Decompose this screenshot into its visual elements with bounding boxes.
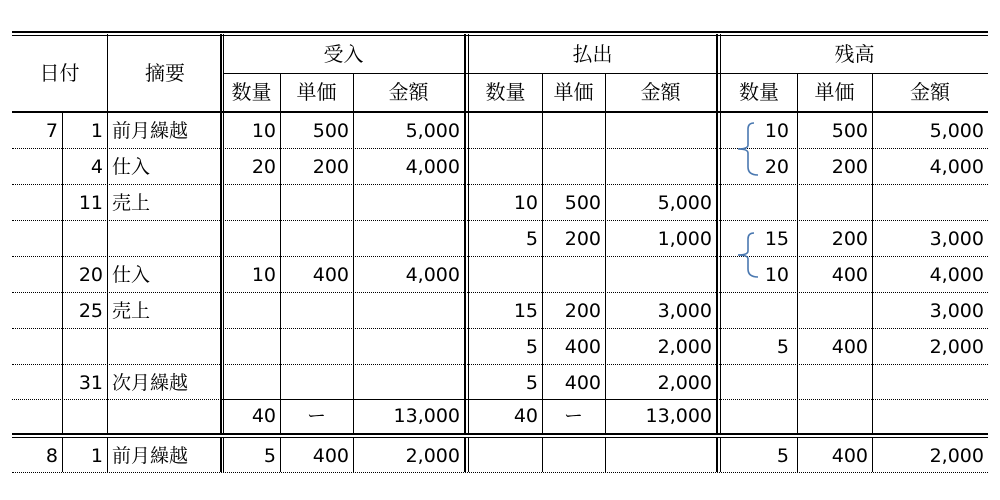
subheader-amount-issues: 金額 (640, 80, 681, 104)
col-rule (62, 113, 63, 433)
cell-in-price: 400 (312, 263, 349, 286)
cell-day: 4 (90, 155, 103, 178)
cell-in-qty: 10 (251, 119, 276, 142)
cell-out-amt: 13,000 (645, 404, 712, 427)
cell-in-qty (223, 221, 280, 257)
row-separator (12, 184, 988, 185)
cell-out-price: 500 (564, 191, 601, 214)
cell-day (62, 401, 107, 431)
col-rule (280, 438, 281, 472)
cell-bal-price (797, 293, 872, 329)
subheader-unit-price-balance: 単価 (814, 80, 855, 104)
cell-month (12, 329, 62, 365)
header-issues: 払出 (572, 41, 613, 66)
cell-out-price (542, 441, 605, 472)
cell-month: 8 (45, 445, 58, 467)
col-rule-double (720, 34, 721, 433)
cell-summary: 売上 (112, 191, 151, 214)
row-separator (12, 256, 988, 257)
col-rule (872, 438, 873, 472)
col-rule (797, 438, 798, 472)
cell-bal-price: 500 (831, 119, 868, 142)
header-balance: 残高 (834, 41, 875, 66)
cell-bal-qty: 5 (776, 335, 789, 358)
cell-bal-qty (721, 401, 797, 431)
col-rule-double (223, 438, 224, 472)
cell-bal-amt: 3,000 (929, 299, 984, 322)
subheader-qty-issues: 数量 (485, 80, 526, 104)
col-rule (107, 34, 108, 433)
cell-in-amt: 4,000 (405, 155, 460, 178)
cell-day: 1 (90, 119, 103, 142)
cell-in-amt (353, 365, 464, 401)
cell-in-qty: 5 (263, 445, 276, 467)
col-rule (280, 73, 281, 433)
cell-out-price: 200 (564, 299, 601, 322)
cell-bal-amt: 4,000 (929, 155, 984, 178)
row-separator (12, 220, 988, 221)
cell-month (12, 401, 62, 431)
cell-out-price: 400 (564, 371, 601, 394)
cell-out-amt (605, 441, 716, 472)
row-separator (12, 328, 988, 329)
cell-out-price: ー (563, 404, 583, 427)
row-separator (12, 472, 988, 473)
cell-bal-amt: 4,000 (929, 263, 984, 286)
cell-bal-qty: 20 (764, 155, 789, 178)
cell-out-price: 400 (564, 335, 601, 358)
cell-out-amt: 5,000 (657, 191, 712, 214)
cell-bal-price: 400 (831, 445, 868, 467)
col-rule-double (716, 34, 718, 433)
col-rule (62, 438, 63, 472)
cell-day: 25 (78, 299, 103, 322)
cell-out-qty (469, 257, 542, 293)
cell-out-amt (605, 149, 716, 185)
grouping-bracket (732, 231, 764, 279)
col-rule-double (720, 438, 721, 472)
row-separator (12, 292, 988, 293)
col-rule (107, 438, 108, 472)
cell-summary: 売上 (112, 299, 151, 322)
cell-bal-qty: 10 (764, 119, 789, 142)
cell-bal-amt: 2,000 (929, 335, 984, 358)
total-rule (223, 399, 716, 400)
cell-in-price (280, 185, 353, 221)
cell-in-amt: 2,000 (405, 445, 460, 467)
col-rule-double (468, 438, 469, 472)
header-receipts: 受入 (323, 41, 364, 66)
subheader-qty-receipts: 数量 (231, 80, 272, 104)
cell-out-qty (469, 113, 542, 149)
subheader-amount-balance: 金額 (910, 80, 950, 104)
row-separator (716, 399, 988, 400)
cell-bal-amt (872, 185, 988, 221)
cell-in-price: 500 (312, 119, 349, 142)
cell-in-amt (353, 329, 464, 365)
header-bottom-rule (12, 111, 988, 113)
top-rule-inner (12, 35, 988, 36)
cell-bal-amt: 3,000 (929, 227, 984, 250)
cell-out-amt: 2,000 (657, 335, 712, 358)
cell-bal-price (797, 401, 872, 431)
cell-out-qty: 5 (525, 227, 538, 250)
cell-bal-amt (872, 365, 988, 401)
col-rule (542, 73, 543, 433)
cell-out-qty: 5 (525, 371, 538, 394)
col-rule-double (716, 438, 718, 472)
cell-bal-price: 400 (831, 335, 868, 358)
cell-in-amt (353, 293, 464, 329)
col-rule (605, 438, 606, 472)
cell-out-qty (469, 149, 542, 185)
cell-month (12, 221, 62, 257)
col-rule-double (464, 34, 466, 433)
cell-bal-price: 400 (831, 263, 868, 286)
row-separator (12, 148, 988, 149)
subheader-unit-price-receipts: 単価 (296, 80, 337, 104)
cell-summary: 次月繰越 (112, 371, 189, 394)
cell-out-amt: 1,000 (657, 227, 712, 250)
cell-out-price (542, 149, 605, 185)
cell-in-price: 200 (312, 155, 349, 178)
cell-bal-qty (721, 365, 797, 401)
cell-out-amt: 2,000 (657, 371, 712, 394)
cell-out-qty: 10 (513, 191, 538, 214)
cell-out-qty (469, 441, 542, 472)
cell-in-qty: 40 (251, 404, 276, 427)
cell-month (12, 185, 62, 221)
cell-in-price (280, 329, 353, 365)
cell-in-amt: 13,000 (393, 404, 460, 427)
cell-summary: 仕入 (112, 263, 151, 286)
cell-month (12, 293, 62, 329)
cell-bal-amt: 5,000 (929, 119, 984, 142)
cell-bal-amt (872, 401, 988, 431)
cell-month (12, 365, 62, 401)
cell-out-price (542, 257, 605, 293)
cell-day: 20 (78, 263, 103, 286)
cell-in-price: 400 (312, 445, 349, 467)
col-rule (353, 438, 354, 472)
cell-out-price (542, 113, 605, 149)
col-rule-double (468, 34, 469, 433)
cell-in-amt: 5,000 (405, 119, 460, 142)
cell-in-price (280, 221, 353, 257)
closing-rule-2 (12, 437, 988, 438)
cell-summary (107, 221, 223, 257)
cell-day: 11 (78, 191, 103, 214)
col-rule (872, 73, 873, 433)
cell-in-amt: 4,000 (405, 263, 460, 286)
closing-rule-1 (12, 433, 988, 435)
cell-in-qty (223, 329, 280, 365)
cell-in-qty (223, 293, 280, 329)
cell-summary (107, 401, 223, 431)
grouping-bracket (732, 121, 764, 177)
header-summary: 摘要 (145, 60, 185, 85)
cell-bal-price (797, 185, 872, 221)
cell-month (12, 149, 62, 185)
col-rule (797, 73, 798, 433)
cell-bal-qty (721, 185, 797, 221)
cell-in-price (280, 293, 353, 329)
subheader-qty-balance: 数量 (739, 80, 779, 104)
cell-month: 7 (45, 119, 58, 142)
cell-out-qty: 40 (513, 404, 538, 427)
cell-in-qty: 10 (251, 263, 276, 286)
cell-bal-qty: 15 (764, 227, 789, 250)
col-rule-double (220, 34, 222, 433)
col-rule (605, 73, 606, 433)
cell-out-qty: 15 (513, 299, 538, 322)
col-rule (542, 438, 543, 472)
cell-bal-amt: 2,000 (929, 445, 984, 467)
cell-summary (107, 329, 223, 365)
cell-summary: 仕入 (112, 155, 151, 178)
cell-out-qty: 5 (525, 335, 538, 358)
cell-summary: 前月繰越 (112, 445, 189, 467)
cell-day (62, 221, 107, 257)
top-rule (12, 31, 988, 33)
col-rule-double (223, 34, 224, 433)
cell-bal-qty: 5 (776, 445, 789, 467)
subheader-unit-price-issues: 単価 (553, 80, 594, 104)
row-separator (12, 399, 223, 400)
cell-in-price: ー (306, 404, 326, 427)
cell-day: 1 (90, 445, 103, 467)
cell-bal-price: 200 (831, 155, 868, 178)
row-separator (12, 364, 988, 365)
col-rule-double (464, 438, 466, 472)
cell-day: 31 (78, 371, 103, 394)
col-rule-double (220, 438, 222, 472)
col-rule (353, 73, 354, 433)
subheader-amount-receipts: 金額 (388, 80, 429, 104)
cell-out-price: 200 (564, 227, 601, 250)
cell-in-amt (353, 221, 464, 257)
header-date: 日付 (39, 60, 80, 85)
cell-bal-price (797, 365, 872, 401)
cell-month (12, 257, 62, 293)
cell-in-price (280, 365, 353, 401)
cell-in-amt (353, 185, 464, 221)
cell-out-amt: 3,000 (657, 299, 712, 322)
cell-summary: 前月繰越 (112, 119, 189, 142)
cell-in-qty: 20 (251, 155, 276, 178)
cell-day (62, 329, 107, 365)
cell-bal-qty: 10 (764, 263, 789, 286)
cell-bal-qty (721, 293, 797, 329)
cell-bal-price: 200 (831, 227, 868, 250)
cell-in-qty (223, 185, 280, 221)
cell-in-qty (223, 365, 280, 401)
cell-out-amt (605, 257, 716, 293)
cell-out-amt (605, 113, 716, 149)
